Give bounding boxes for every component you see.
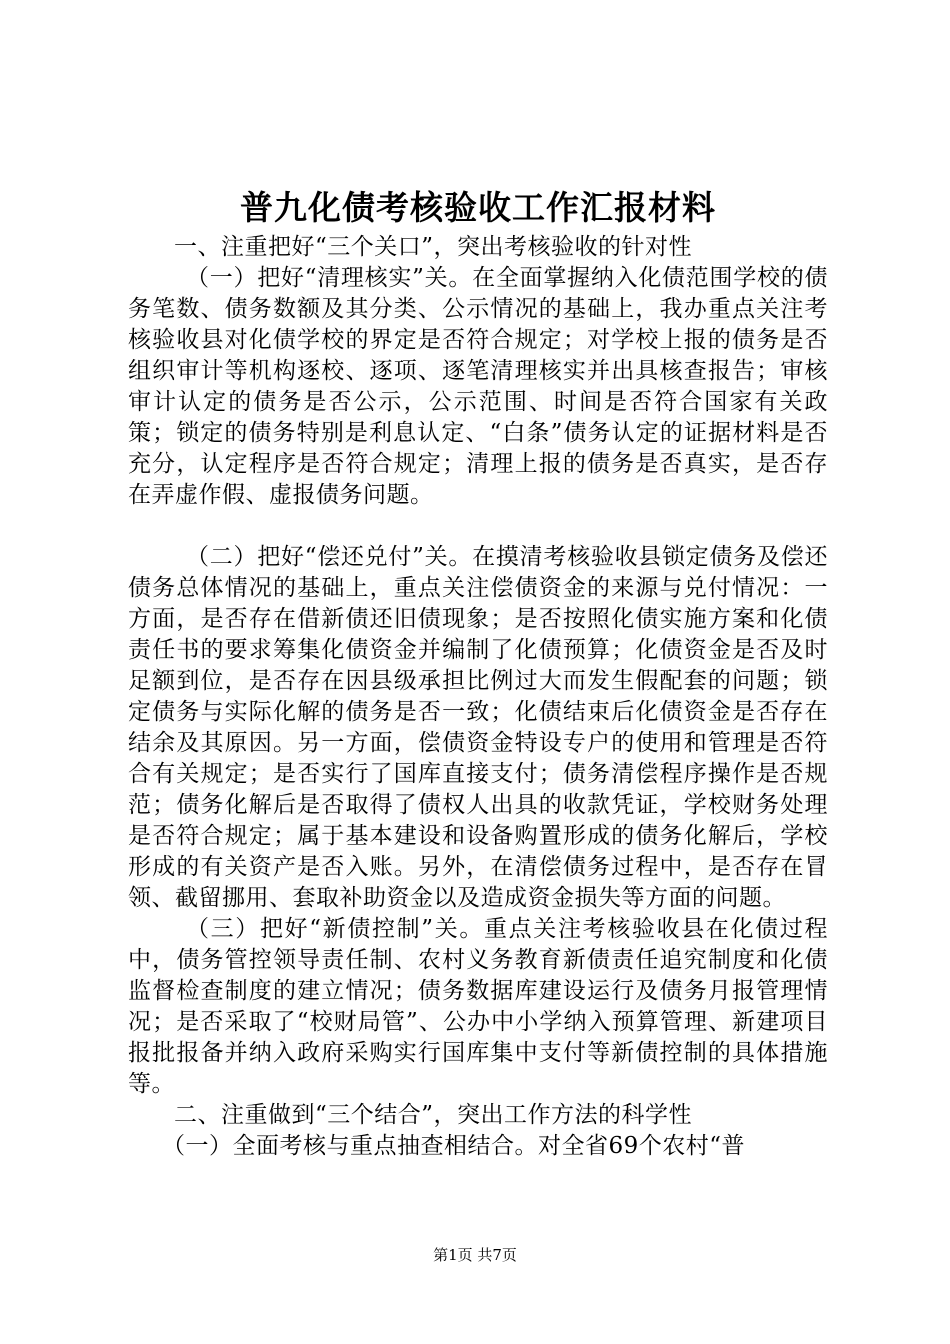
paragraph-4: （一）全面考核与重点抽查相结合。对全省69个农村“普 xyxy=(162,1133,746,1159)
section-heading-1: 一、注重把好“三个关口”，突出考核验收的针对性 xyxy=(174,234,693,260)
section-heading-2: 二、注重做到“三个结合”，突出工作方法的科学性 xyxy=(174,1102,693,1128)
paragraph-3: （三）把好“新债控制”关。重点关注考核验收县在化债过程中，债务管控领导责任制、农村义务教育新债责任追究制度和化债监督检查制度的建立情况；债务数据库建设运行及债务月报管理情况；是否采取了“校财局管”、公办中小学纳入预算管理、新建项目报批报备并纳入政府采购实行国库集中支付等新债控制的具体措施等。 xyxy=(128,916,828,1097)
paragraph-1: （一）把好“清理核实”关。在全面掌握纳入化债范围学校的债务笔数、债务数额及其分类、公示情况的基础上，我办重点关注考核验收县对化债学校的界定是否符合规定；对学校上报的债务是否组织审计等机构逐校、逐项、逐笔清理核实并出具核查报告；审核审计认定的债务是否公示，公示范围、时间是否符合国家有关政策；锁定的债务特别是利息认定、“白条”债务认定的证据材料是否充分，认定程序是否符合规定；清理上报的债务是否真实，是否存在弄虚作假、虚报债务问题。 xyxy=(128,265,828,508)
paragraph-spacer xyxy=(128,511,828,542)
document-title: 普九化债考核验收工作汇报材料 xyxy=(240,188,716,227)
paragraph-2: （二）把好“偿还兑付”关。在摸清考核验收县锁定债务及偿还债务总体情况的基础上，重点关注偿债资金的来源与兑付情况：一方面，是否存在借新债还旧债现象；是否按照化债实施方案和化债责任书的要求筹集化债资金并编制了化债预算；化债资金是否及时足额到位，是否存在因县级承担比例过大而发生假配套的问题；锁定债务与实际化解的债务是否一致；化债结束后化债资金是否存在结余及其原因。另一方面，偿债资金特设专户的使用和管理是否符合有关规定；是否实行了国库直接支付；债务清偿程序操作是否规范；债务化解后是否取得了债权人出具的收款凭证，学校财务处理是否符合规定；属于基本建设和设备购置形成的债务化解后，学校形成的有关资产是否入账。另外，在清偿债务过程中，是否存在冒领、截留挪用、套取补助资金以及造成资金损失等方面的问题。 xyxy=(128,544,828,911)
page-footer: 第1页 共7页 xyxy=(433,1246,517,1264)
document-body xyxy=(128,186,828,1162)
